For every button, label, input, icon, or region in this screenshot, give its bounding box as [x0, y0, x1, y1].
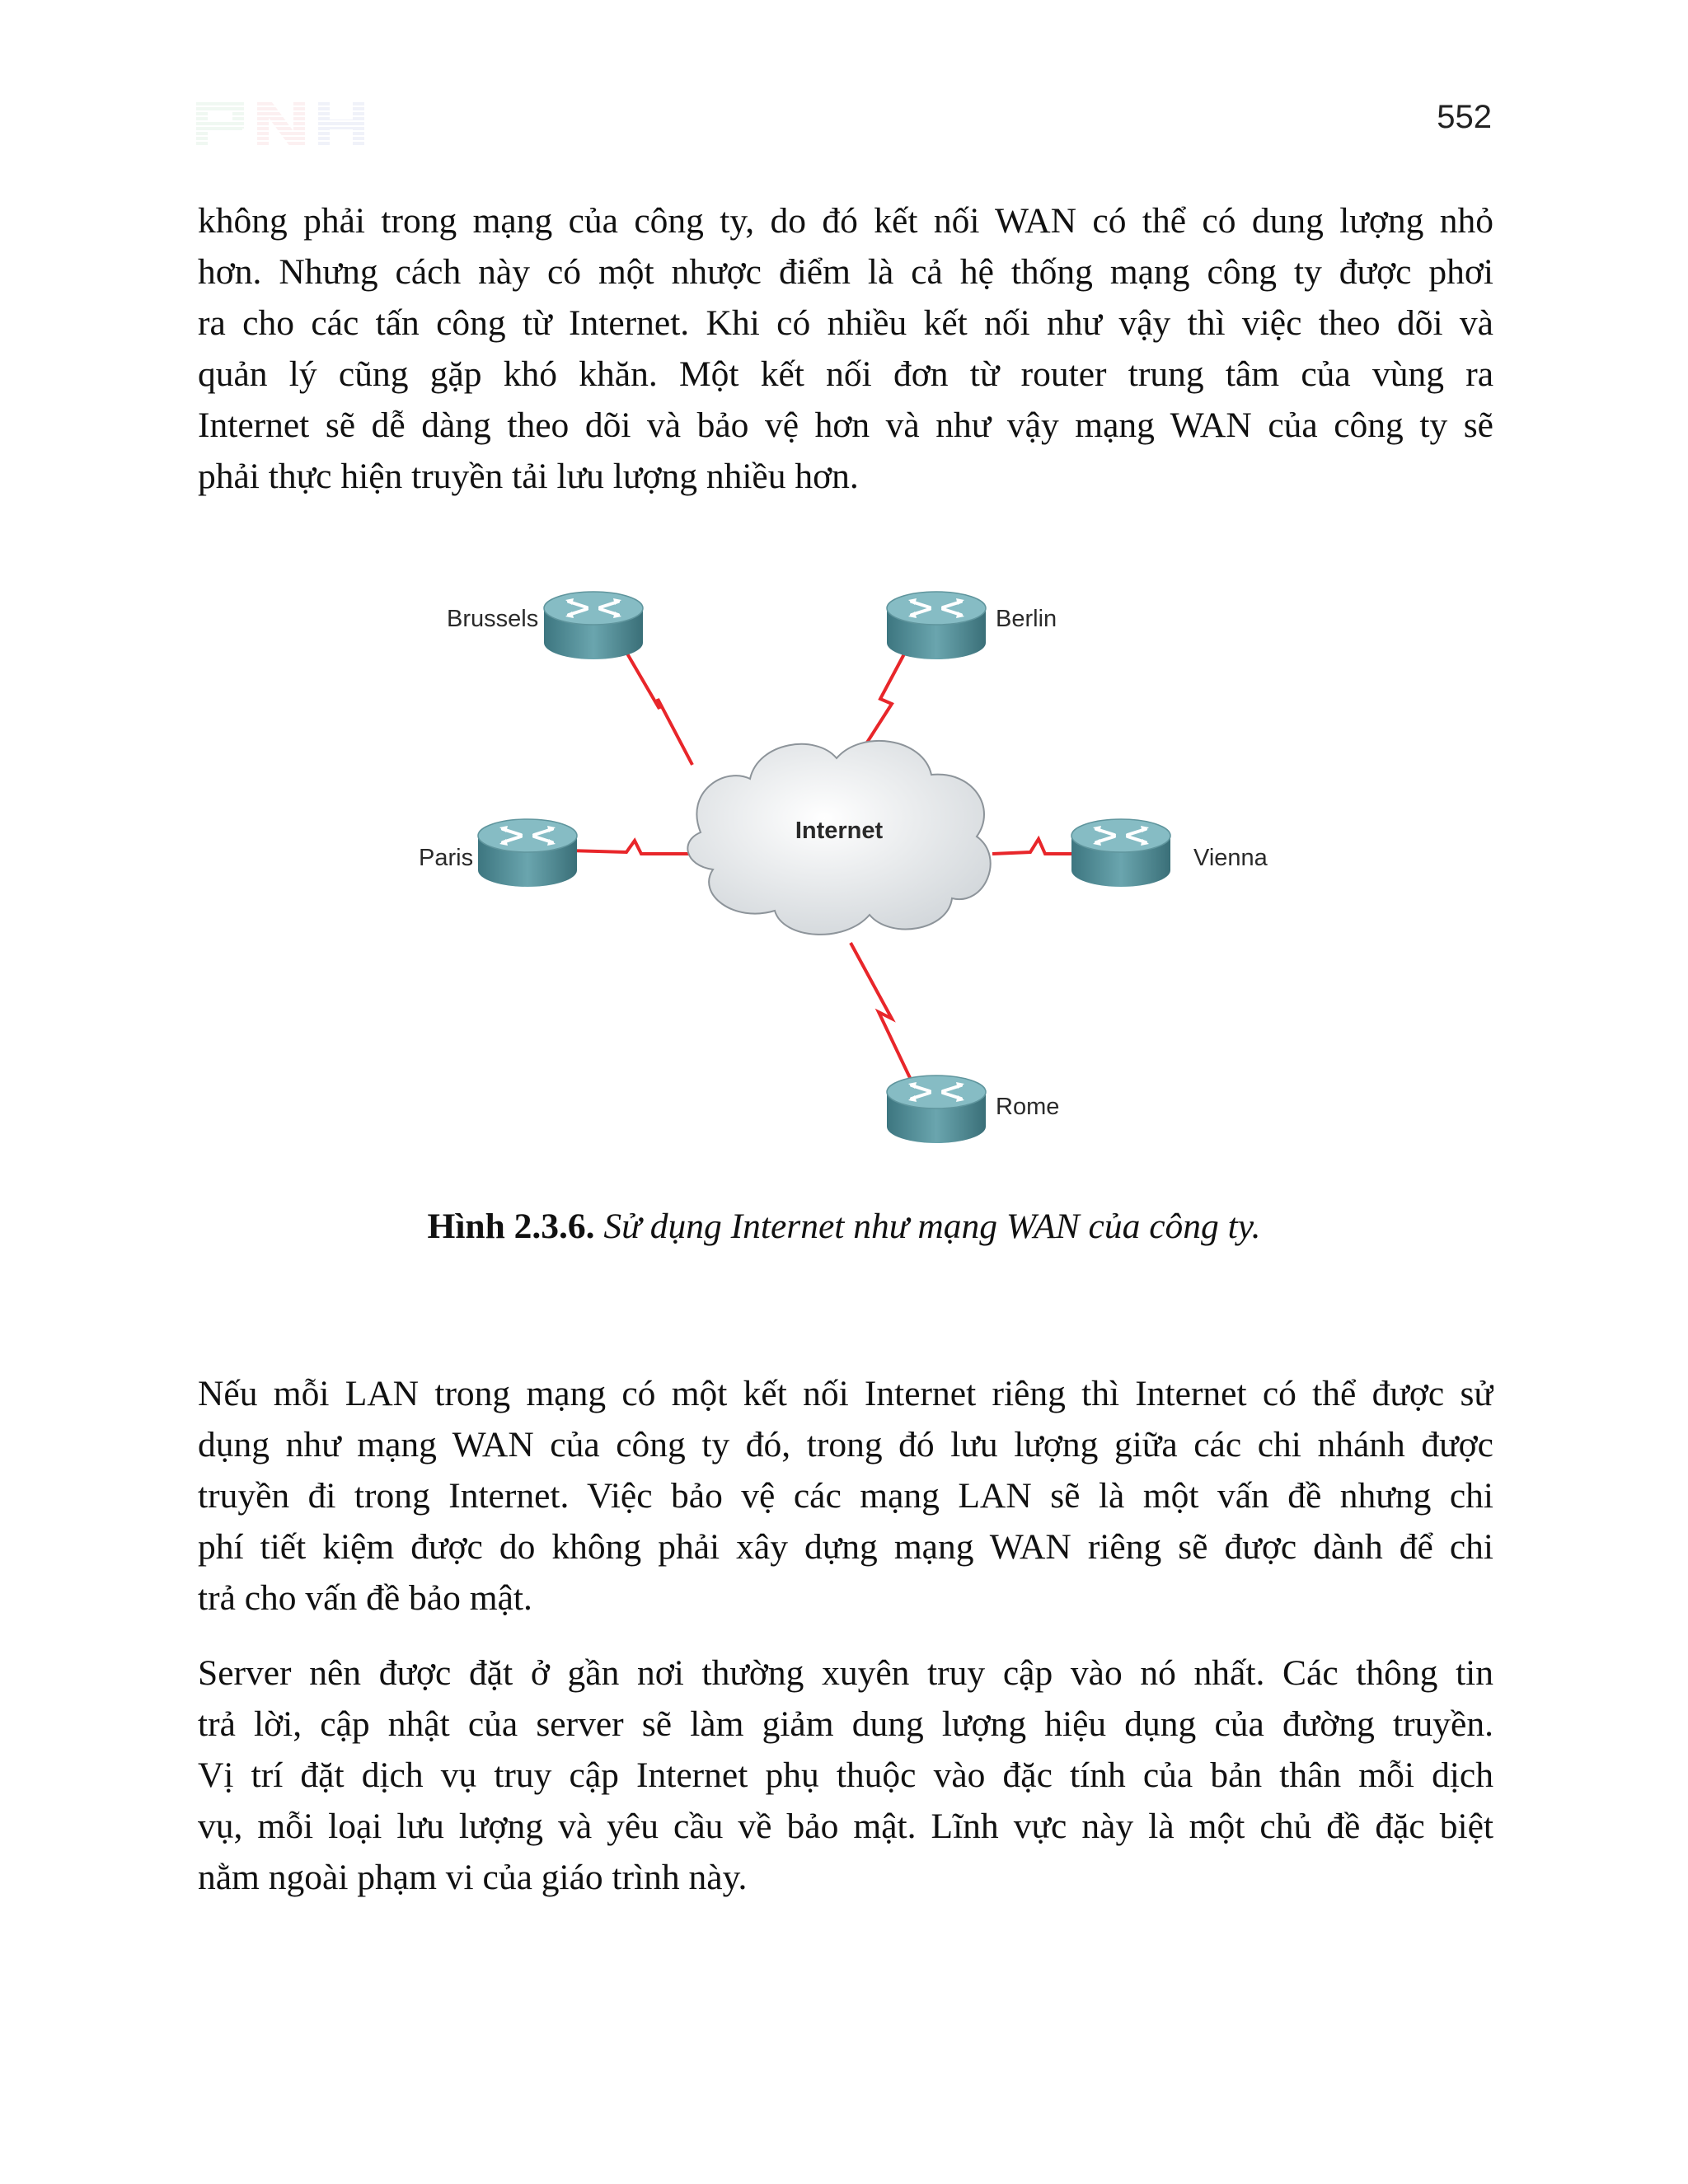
router-label: Brussels	[447, 606, 539, 632]
text-line: Server nên được đặt ở gần nơi thường xuyên truy cập vào nó nhất. Các thông tin	[198, 1653, 1493, 1693]
router-brussels	[447, 592, 643, 659]
link-rome	[851, 943, 912, 1081]
caption-number: Hình 2.3.6.	[427, 1207, 595, 1246]
text-line: trả lời, cập nhật của server sẽ làm giảm dung lượng hiệu dụng của đường truyền.	[198, 1704, 1493, 1744]
text-line: trả cho vấn đề bảo mật.	[198, 1578, 532, 1618]
router-rome	[887, 1076, 1059, 1143]
internet-cloud	[687, 741, 990, 935]
text-line: truyền đi trong Internet. Việc bảo vệ các mạng LAN sẽ là một vấn đề nhưng chi	[198, 1476, 1493, 1516]
text-line: ra cho các tấn công từ Internet. Khi có nhiều kết nối như vậy thì việc theo dõi và	[198, 303, 1493, 343]
text-line: Vị trí đặt dịch vụ truy cập Internet phụ thuộc vào đặc tính của bản thân mỗi dịch	[198, 1755, 1493, 1795]
router-berlin	[887, 592, 1057, 659]
link-paris	[569, 841, 699, 854]
pnh-logo-graphic	[196, 102, 364, 147]
text-line: hơn. Nhưng cách này có một nhược điểm là cả hệ thống mạng công ty được phơi	[198, 252, 1493, 292]
router-paris	[419, 819, 577, 887]
pnh-logo	[196, 102, 364, 147]
network-diagram	[387, 560, 1311, 1170]
figure-caption	[0, 1203, 1688, 1249]
text-line: vụ, mỗi loại lưu lượng và yêu cầu về bảo mật. Lĩnh vực này là một chủ đề đặc biệt	[198, 1807, 1493, 1846]
text-line: phải thực hiện truyền tải lưu lượng nhiều hơn.	[198, 457, 859, 496]
text-line: phí tiết kiệm được do không phải xây dựng mạng WAN riêng sẽ được dành để chi	[198, 1527, 1493, 1567]
network-diagram-svg	[387, 560, 1311, 1170]
text-line: nằm ngoài phạm vi của giáo trình này.	[198, 1858, 748, 1897]
caption-text: Sử dụng Internet như mạng WAN của công ty.	[603, 1207, 1261, 1246]
paragraph-intro	[198, 195, 1493, 502]
router-label: Paris	[419, 845, 474, 871]
router-label: Berlin	[996, 606, 1057, 632]
link-vienna	[992, 839, 1078, 854]
paragraph-lan-internet	[198, 1368, 1493, 1624]
text-line: Internet sẽ dễ dàng theo dõi và bảo vệ hơn và như vậy mạng WAN của công ty sẽ	[198, 405, 1493, 445]
cloud-label: Internet	[795, 818, 884, 844]
text-line: dụng như mạng WAN của công ty đó, trong đó lưu lượng giữa các chi nhánh được	[198, 1425, 1493, 1465]
link-brussels	[625, 649, 692, 765]
text-line: quản lý cũng gặp khó khăn. Một kết nối đơn từ router trung tâm của vùng ra	[198, 354, 1493, 394]
router-vienna	[1071, 819, 1268, 887]
router-label: Rome	[996, 1094, 1060, 1120]
router-label: Vienna	[1193, 845, 1268, 871]
text-line: không phải trong mạng của công ty, do đó kết nối WAN có thể có dung lượng nhỏ	[198, 201, 1493, 241]
page-number: 552	[1437, 99, 1492, 135]
paragraph-server-placement	[198, 1647, 1493, 1903]
text-line: Nếu mỗi LAN trong mạng có một kết nối Internet riêng thì Internet có thể được sử	[198, 1374, 1493, 1413]
